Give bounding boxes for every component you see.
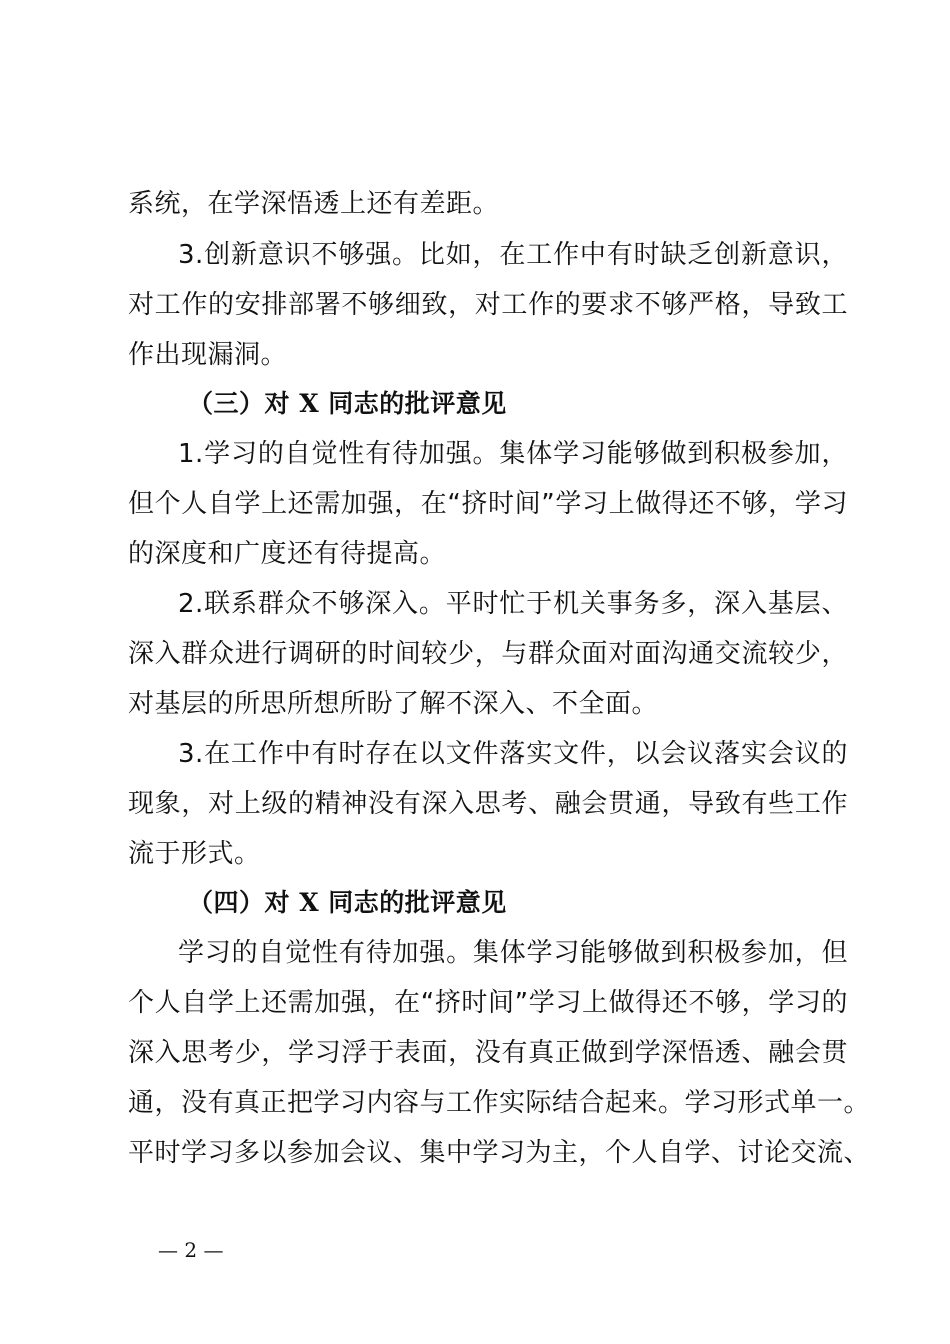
body-line: 作出现漏洞。 xyxy=(128,340,288,370)
body-line: 对工作的安排部署不够细致，对工作的要求不够严格，导致工 xyxy=(128,290,848,320)
body-line: 平时学习多以参加会议、集中学习为主，个人自学、讨论交流、 xyxy=(128,1138,871,1168)
section-heading-three: （三）对 X 同志的批评意见 xyxy=(188,389,507,418)
body-line: 深入思考少，学习浮于表面，没有真正做到学深悟透、融会贯 xyxy=(128,1038,848,1068)
body-line: 2.联系群众不够深入。平时忙于机关事务多，深入基层、 xyxy=(178,589,848,619)
page-number: — 2 — xyxy=(158,1238,224,1262)
body-line: 3.创新意识不够强。比如，在工作中有时缺乏创新意识， xyxy=(178,240,848,270)
body-line: 个人自学上还需加强，在“挤时间”学习上做得还不够，学习的 xyxy=(128,988,848,1018)
body-line: 系统，在学深悟透上还有差距。 xyxy=(128,189,500,219)
body-line: 但个人自学上还需加强，在“挤时间”学习上做得还不够，学习 xyxy=(128,489,848,519)
body-line: 流于形式。 xyxy=(128,839,261,869)
body-line: 通，没有真正把学习内容与工作实际结合起来。学习形式单一。 xyxy=(128,1088,871,1118)
body-line: 深入群众进行调研的时间较少，与群众面对面沟通交流较少， xyxy=(128,639,848,669)
section-heading-four: （四）对 X 同志的批评意见 xyxy=(188,888,507,917)
body-line: 的深度和广度还有待提高。 xyxy=(128,539,447,569)
body-line: 3.在工作中有时存在以文件落实文件，以会议落实会议的 xyxy=(178,739,848,769)
body-line: 学习的自觉性有待加强。集体学习能够做到积极参加，但 xyxy=(178,938,848,968)
body-line: 1.学习的自觉性有待加强。集体学习能够做到积极参加， xyxy=(178,439,848,469)
body-line: 现象，对上级的精神没有深入思考、融会贯通，导致有些工作 xyxy=(128,789,848,819)
body-line: 对基层的所思所想所盼了解不深入、不全面。 xyxy=(128,689,659,719)
